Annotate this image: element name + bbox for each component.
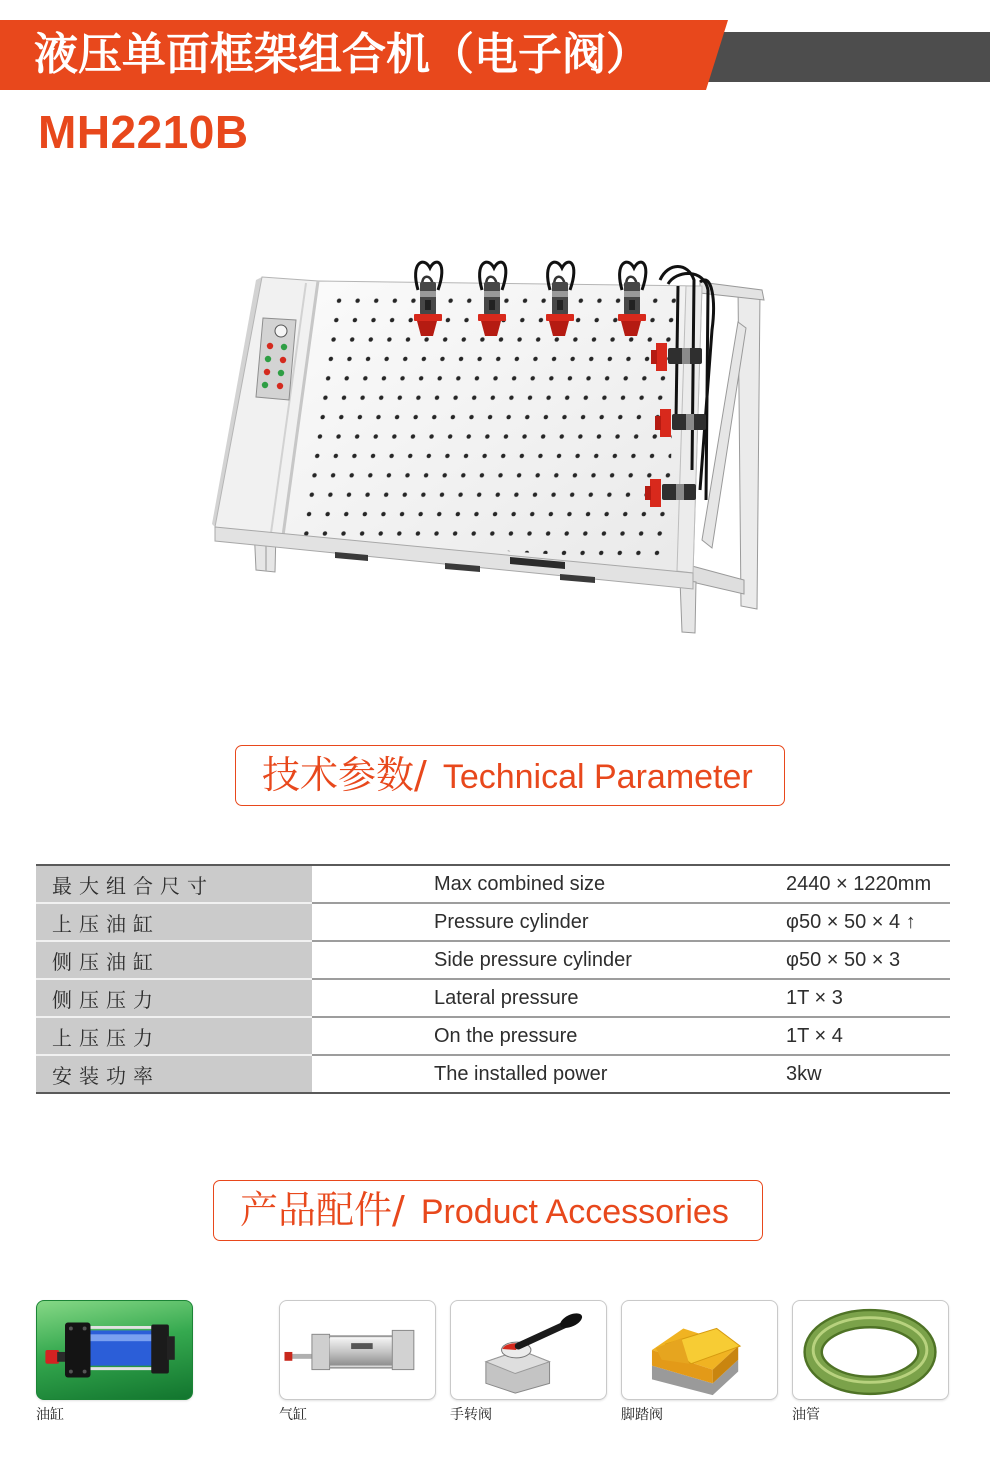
accessory-item bbox=[621, 1300, 778, 1400]
table-row bbox=[36, 904, 950, 942]
page-title: 液压单面框架组合机（电子阀） bbox=[34, 29, 650, 80]
table-row bbox=[36, 1056, 950, 1092]
model-number: MH2210B bbox=[38, 106, 249, 158]
accessory-item bbox=[36, 1300, 193, 1400]
param-name-cn: 侧压压力 bbox=[36, 980, 312, 1018]
product-accessories-heading bbox=[213, 1180, 763, 1241]
pneumatic-cylinder-icon bbox=[280, 1301, 435, 1399]
param-name-cn: 上压压力 bbox=[36, 1018, 312, 1056]
param-value: 2440 × 1220mm bbox=[786, 866, 950, 904]
param-value: 3kw bbox=[786, 1062, 822, 1085]
parameter-table bbox=[36, 864, 950, 1094]
param-name-en: Lateral pressure bbox=[312, 980, 786, 1018]
accessory-label: 脚踏阀 bbox=[621, 1407, 663, 1423]
accessory-label: 油缸 bbox=[36, 1407, 64, 1423]
heading-cn: 产品配件/ bbox=[240, 1188, 405, 1232]
accessory-item bbox=[792, 1300, 949, 1400]
param-name-en: The installed power bbox=[434, 1062, 608, 1085]
param-name-en: Side pressure cylinder bbox=[312, 942, 786, 980]
param-value: φ50 × 50 × 3 bbox=[786, 942, 950, 980]
accessory-item bbox=[450, 1300, 607, 1400]
technical-parameter-heading bbox=[235, 745, 785, 806]
heading-en: Technical Parameter bbox=[442, 758, 753, 796]
hand-rotary-valve-icon bbox=[451, 1301, 606, 1399]
accessory-label: 油管 bbox=[792, 1407, 820, 1423]
param-name-cn: 安装功率 bbox=[36, 1056, 312, 1092]
param-name-cn: 上压油缸 bbox=[36, 904, 312, 942]
table-row bbox=[36, 980, 950, 1018]
control-panel bbox=[256, 318, 296, 400]
param-value: 1T × 3 bbox=[786, 980, 950, 1018]
table-row bbox=[36, 942, 950, 980]
accessory-item bbox=[279, 1300, 436, 1400]
accessory-label: 气缸 bbox=[279, 1407, 307, 1423]
param-value: 1T × 4 bbox=[786, 1018, 950, 1056]
param-name-en: Pressure cylinder bbox=[312, 904, 786, 942]
foot-pedal-valve-icon bbox=[622, 1301, 777, 1399]
oil-hose-coil-icon bbox=[793, 1301, 948, 1399]
hydraulic-cylinder-icon bbox=[37, 1301, 192, 1399]
param-name-cn: 侧压油缸 bbox=[36, 942, 312, 980]
pressure-gauge-icon bbox=[275, 325, 287, 337]
machine-photo bbox=[200, 240, 790, 650]
header-grey-band bbox=[700, 32, 990, 82]
accessory-label: 手转阀 bbox=[450, 1407, 492, 1423]
param-name-en: Max combined size bbox=[312, 866, 786, 904]
heading-en: Product Accessories bbox=[420, 1193, 729, 1231]
table-row bbox=[36, 866, 950, 904]
heading-cn: 技术参数/ bbox=[262, 753, 427, 797]
param-name-cn: 最大组合尺寸 bbox=[36, 866, 312, 904]
param-value: φ50 × 50 × 4 ↑ bbox=[786, 904, 950, 942]
param-name-en: On the pressure bbox=[312, 1018, 786, 1056]
table-row bbox=[36, 1018, 950, 1056]
